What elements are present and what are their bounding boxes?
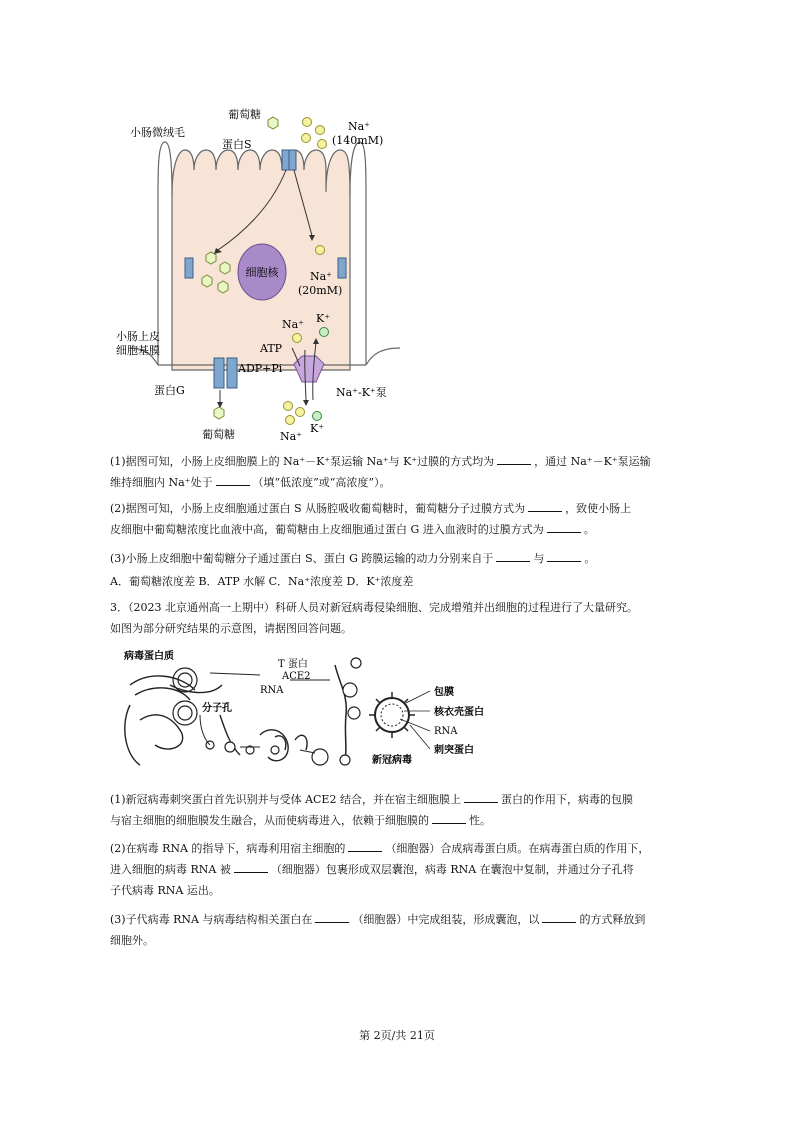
q3-part3: (3)子代病毒 RNA 与病毒结构相关蛋白在 （细胞器）中完成组装，形成囊泡，以 的方式释放到 细胞外。 (110, 913, 646, 947)
q2-part1: (1)据图可知，小肠上皮细胞膜上的 Na⁺－K⁺泵运输 Na⁺与 K⁺过膜的方式均为 ，通过 Na⁺－K⁺泵运输 维持细胞内 Na⁺处于 （填“低浓度”或“高浓度”）。 (110, 455, 651, 489)
label-na-top-conc: (140mM) (332, 134, 384, 147)
side-channel-right (338, 258, 346, 278)
label-basal-2: 细胞基膜 (116, 344, 160, 357)
side-channel-left (185, 258, 193, 278)
blank[interactable] (315, 911, 349, 923)
label-adp: ADP+Pi (238, 362, 283, 375)
blank[interactable] (234, 861, 268, 873)
label-spike: 刺突蛋白 (434, 745, 474, 756)
blank[interactable] (528, 500, 562, 512)
label-na-inside-conc: (20mM) (298, 284, 343, 297)
label-glucose-bottom: 葡萄糖 (202, 428, 235, 441)
q3-part1: (1)新冠病毒刺突蛋白首先识别并与受体 ACE2 结合，并在宿主细胞膜上 蛋白的作用下，病毒的包膜 与宿主细胞的细胞膜发生融合，从而使病毒进入，依赖于细胞膜的 性。 (110, 793, 633, 827)
label-na-inside: Na⁺ (310, 270, 332, 283)
label-viral-protein: 病毒蛋白质 (124, 651, 174, 662)
blank[interactable] (496, 550, 530, 562)
q3-title: 3．（2023 北京通州高一上期中）科研人员对新冠病毒侵染细胞、完成增殖并出细胞的过程进行了大量研究。 如图为部分研究结果的示意图，请据图回答问题。 (110, 601, 638, 635)
blank[interactable] (348, 840, 382, 852)
protein-g-channel (214, 358, 224, 388)
label-na-top: Na⁺ (348, 120, 370, 133)
protein-g-channel-2 (227, 358, 237, 388)
host-membrane (335, 665, 346, 765)
sars-cov-2-diagram (369, 691, 430, 749)
label-glucose-top: 葡萄糖 (228, 108, 261, 121)
label-pore: 分子孔 (202, 703, 232, 714)
q2-part3: (3)小肠上皮细胞中葡萄糖分子通过蛋白 S、蛋白 G 跨膜运输的动力分别来自于 与 。 (110, 552, 596, 565)
label-atp: ATP (260, 342, 283, 355)
q3-part2: (2)在病毒 RNA 的指导下，病毒利用宿主细胞的 （细胞器）合成病毒蛋白质。在病毒蛋白质的作用下， 进入细胞的病毒 RNA 被 （细胞器）包裹形成双层囊泡，病毒 RNA 在囊泡中复制，并通过分子孔将 子代病毒 RNA 运出。 (110, 842, 650, 897)
na-k-pump (294, 356, 324, 382)
blank[interactable] (464, 791, 498, 803)
page-footer: 第 2页/共 21页 (359, 1029, 435, 1042)
blank[interactable] (547, 521, 581, 533)
blank[interactable] (216, 474, 250, 486)
blank[interactable] (497, 453, 531, 465)
label-protein-g: 蛋白G (154, 384, 185, 397)
label-protein-s: 蛋白S (222, 138, 252, 151)
label-t-protein: T 蛋白 (278, 659, 308, 670)
label-rna: RNA (260, 685, 284, 696)
label-envelope: 包膜 (434, 687, 454, 698)
label-ace2: ACE2 (282, 671, 311, 682)
label-nucleocapsid: 核衣壳蛋白 (434, 707, 484, 718)
label-na-bottom: Na⁺ (280, 430, 302, 443)
label-rna2: RNA (434, 726, 458, 737)
label-pump: Na⁺-K⁺泵 (336, 386, 387, 399)
label-microvilli: 小肠微绒毛 (130, 126, 185, 139)
blank[interactable] (547, 550, 581, 562)
label-pump-na: Na⁺ (282, 318, 304, 331)
q2-options: A．葡萄糖浓度差 B．ATP 水解 C．Na⁺浓度差 D．K⁺浓度差 (110, 575, 414, 588)
label-pump-k: K⁺ (316, 312, 331, 325)
blank[interactable] (542, 911, 576, 923)
blank[interactable] (432, 812, 466, 824)
label-virus: 新冠病毒 (372, 755, 412, 766)
label-nucleus: 细胞核 (245, 266, 279, 279)
q2-part2: (2)据图可知，小肠上皮细胞通过蛋白 S 从肠腔吸收葡萄糖时，葡萄糖分子过膜方式为 ，致使小肠上 皮细胞中葡萄糖浓度比血液中高，葡萄糖由上皮细胞通过蛋白 G 进入血液时的过膜方式为 。 (110, 502, 632, 536)
label-basal-1: 小肠上皮 (116, 330, 160, 343)
figure-intestinal-cell (110, 100, 410, 445)
label-k-bottom: K⁺ (310, 422, 325, 435)
figure-coronavirus (110, 645, 510, 780)
